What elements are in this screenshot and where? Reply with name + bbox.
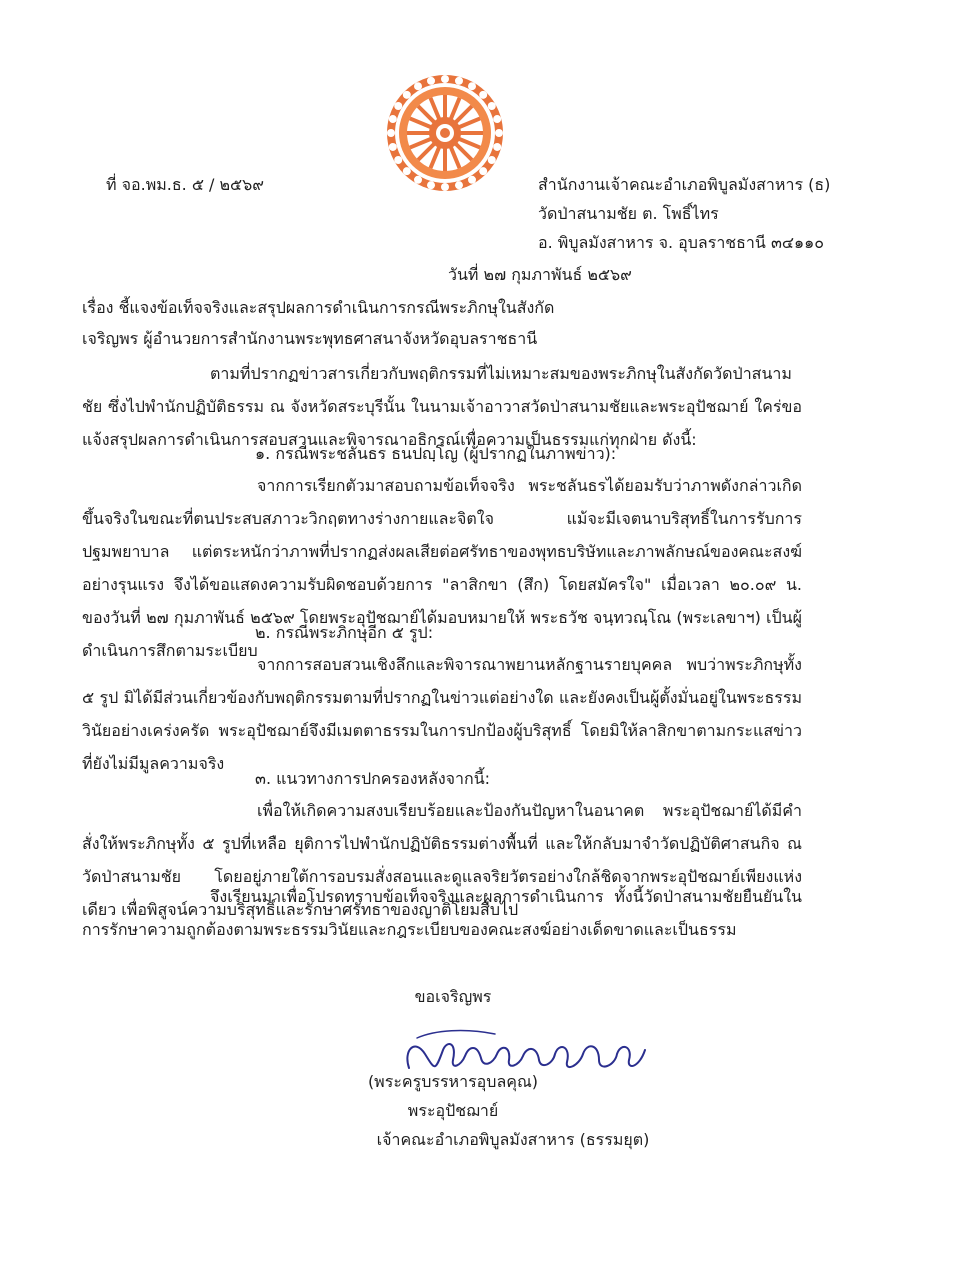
- intro-paragraph: ตามที่ปรากฏข่าวสารเกี่ยวกับพฤติกรรมที่ไม่เหมาะสมของพระภิกษุในสังกัดวัดป่าสนามชัย ซึ่งไปพำนักปฏิบัติธรรม ณ จังหวัดสระบุรีนั้น ในนามเจ้าอาวาสวัดป่าสนามชัยและพระอุปัชฌาย์ ใคร่ขอแจ้งสรุปผลการดำเนินการสอบสวนและพิจารณาอธิกรณ์เพื่อความเป็นธรรมแก่ทุกฝ่าย ดังนี้:: [82, 364, 802, 449]
- sender-temple: วัดป่าสนามชัย ต. โพธิ์ไทร: [538, 204, 719, 223]
- sender-district: อ. พิบูลมังสาหาร จ. อุบลราชธานี ๓๔๑๑๐: [538, 233, 825, 252]
- signer-title: พระอุปัชฌาย์: [407, 1101, 499, 1120]
- section-1-text: จากการเรียกตัวมาสอบถามข้อเท็จจริง พระชลันธรได้ยอมรับว่าภาพดังกล่าวเกิดขึ้นจริงในขณะที่ตนประสบสภาวะวิกฤตทางร่างกายและจิตใจ แม้จะมีเจตนาบริสุทธิ์ในการรับการปฐมพยาบาล แต่ตระหนักว่าภาพที่ปรากฏส่งผลเสียต่อศรัทธาของพุทธบริษัทและภาพลักษณ์ของคณะสงฆ์อย่างรุนแรง จึงได้ขอแสดงความรับผิดชอบด้วยการ "ลาสิกขา (สึก) โดยสมัครใจ" เมื่อเวลา ๒๐.๐๙ น. ของวันที่ ๒๗ กุมภาพันธ์ ๒๕๖๙ โดยพระอุปัชฌาย์ได้มอบหมายให้ พระธวัช จนฺทวณฺโณ (พระเลขาฯ) เป็นผู้ดำเนินการสึกตามระเบียบ: [82, 476, 802, 660]
- signer-name: (พระครูบรรหารอุบลคุณ): [367, 1072, 539, 1091]
- signer-position: เจ้าคณะอำเภอพิบูลมังสาหาร (ธรรมยุต): [376, 1130, 650, 1149]
- recipient-line: เจริญพร ผู้อำนวยการสำนักงานพระพุทธศาสนาจังหวัดอุบลราชธานี: [82, 329, 538, 348]
- section-2-text: จากการสอบสวนเชิงลึกและพิจารณาพยานหลักฐานรายบุคคล พบว่าพระภิกษุทั้ง ๕ รูป มิได้มีส่วนเกี่ยวข้องกับพฤติกรรมตามที่ปรากฏในข่าวแต่อย่างใด และยังคงเป็นผู้ตั้งมั่นอยู่ในพระธรรมวินัยอย่างเคร่งครัด พระอุปัชฌาย์จึงมีเมตตาธรรมในการปกป้องผู้บริสุทธิ์ โดยมิให้ลาสิกขาตามกระแสข่าวที่ยังไม่มีมูลความจริง: [82, 655, 802, 773]
- section-3-text: เพื่อให้เกิดความสงบเรียบร้อยและป้องกันปัญหาในอนาคต พระอุปัชฌาย์ได้มีคำสั่งให้พระภิกษุทั้ง ๕ รูปที่เหลือ ยุติการไปพำนักปฏิบัติธรรมต่างพื้นที่ และให้กลับมาจำวัดปฏิบัติศาสนกิจ ณ วัดป่าสนามชัย โดยอยู่ภายใต้การอบรมสั่งสอนและดูแลจริยวัตรอย่างใกล้ชิดจากพระอุปัชฌาย์เพียงแห่งเดียว เพื่อพิสูจน์ความบริสุทธิ์และรักษาศรัทธาของญาติโยมสืบไป: [82, 801, 802, 919]
- section-2-title: ๒. กรณีพระภิกษุอีก ๕ รูป:: [255, 623, 434, 642]
- salutation: ขอเจริญพร: [414, 987, 492, 1006]
- sender-office: สำนักงานเจ้าคณะอำเภอพิบูลมังสาหาร (ธ): [538, 175, 831, 194]
- reference-number: ที่ จอ.พม.ธ. ๕ / ๒๕๖๙: [106, 175, 265, 194]
- letter-date: วันที่ ๒๗ กุมภาพันธ์ ๒๕๖๙: [448, 265, 632, 284]
- closing-paragraph: จึงเรียนมาเพื่อโปรดทราบข้อเท็จจริงและผลการดำเนินการ ทั้งนี้วัดป่าสนามชัยยืนยันในการรักษาความถูกต้องตามพระธรรมวินัยและกฎระเบียบของคณะสงฆ์อย่างเด็ดขาดและเป็นธรรม: [82, 887, 802, 939]
- section-3-title: ๓. แนวทางการปกครองหลังจากนี้:: [255, 769, 491, 788]
- dharma-wheel-icon: [384, 72, 506, 194]
- section-1-title: ๑. กรณีพระชลันธร ธนปญฺโญ (ผู้ปรากฏในภาพข่าว):: [255, 444, 617, 463]
- subject-line: เรื่อง ชี้แจงข้อเท็จจริงและสรุปผลการดำเนินการกรณีพระภิกษุในสังกัด: [82, 298, 555, 317]
